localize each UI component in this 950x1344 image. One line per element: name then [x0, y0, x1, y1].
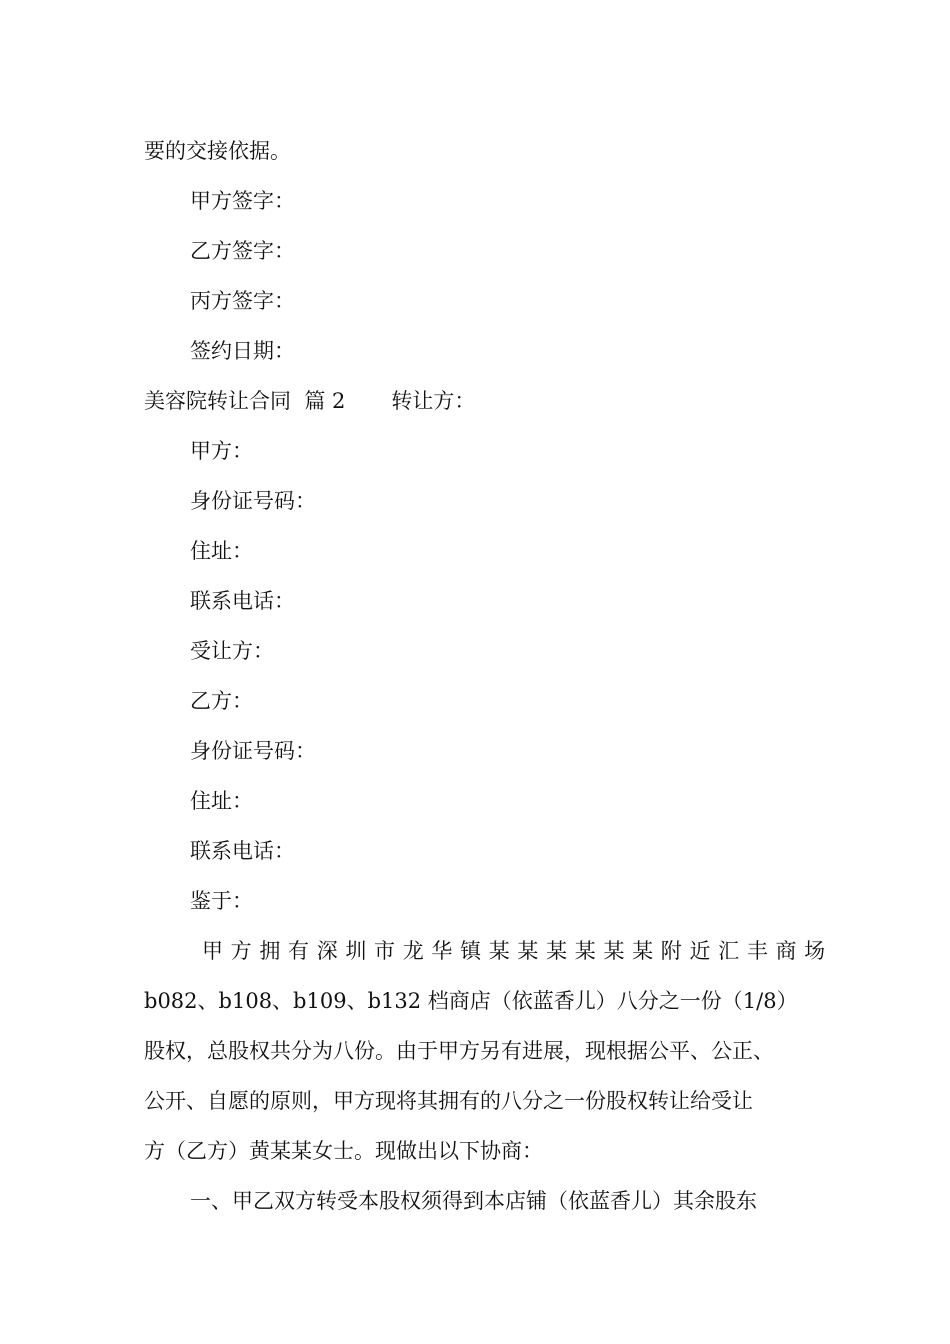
signature-party-a: 甲方签字： [190, 189, 295, 213]
signature-party-c: 丙方签字： [190, 289, 295, 313]
paragraph-line-3: 股权，总股权共分为八份。由于甲方另有进展，现根据公平、公正、 [144, 1039, 774, 1063]
party-a-address: 住址： [190, 539, 253, 563]
paragraph-line-4: 公开、自愿的原则，甲方现将其拥有的八分之一份股权转让给受让 [144, 1089, 753, 1113]
clause-one: 一、甲乙双方转受本股权须得到本店铺（依蓝香儿）其余股东 [190, 1189, 757, 1213]
signing-date: 签约日期： [190, 339, 295, 363]
party-b-address: 住址： [190, 789, 253, 813]
party-b-id-number: 身份证号码： [190, 739, 316, 763]
whereas-heading: 鉴于： [190, 889, 253, 913]
party-b-phone: 联系电话： [190, 839, 295, 863]
paragraph-line-1: 甲 方 拥 有 深 圳 市 龙 华 镇 某 某 某 某 某 某 附 近 汇 丰 商 场 [202, 939, 826, 963]
transferor-heading: 转让方： [391, 389, 476, 413]
party-b-label: 乙方： [190, 689, 253, 713]
section-title: 美容院转让合同 篇 2 [144, 389, 346, 413]
text-line-continuation: 要的交接依据。 [144, 139, 291, 163]
section-title-row [144, 386, 475, 416]
party-a-label: 甲方： [190, 439, 253, 463]
paragraph-line-2: b082、b108、b109、b132 档商店（依蓝香儿）八分之一份（1/8） [144, 989, 798, 1013]
party-a-id-number: 身份证号码： [190, 489, 316, 513]
party-a-phone: 联系电话： [190, 589, 295, 613]
signature-party-b: 乙方签字： [190, 239, 295, 263]
transferee-heading: 受让方： [190, 639, 274, 663]
paragraph-line-5: 方（乙方）黄某某女士。现做出以下协商： [144, 1139, 543, 1163]
